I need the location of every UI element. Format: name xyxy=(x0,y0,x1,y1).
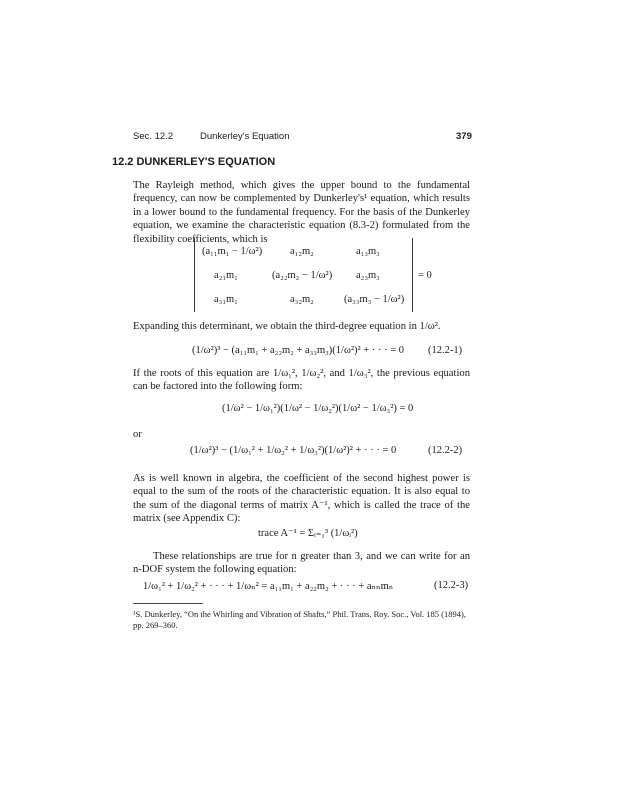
det-cell-22: (a₂₂m₂ − 1/ω²) xyxy=(272,270,333,281)
det-cell-33: (a₃₃m₃ − 1/ω²) xyxy=(344,294,405,305)
equation-number-12-2-3: (12.2-3) xyxy=(434,580,469,591)
equation-trace: trace A⁻¹ = Σᵢ₌₁³ (1/ωᵢ²) xyxy=(258,528,358,539)
footnote: ¹S. Dunkerley, “On the Whirling and Vibration of Shafts,” Phil. Trans. Roy. Soc., Vol. 185 (1894), pp. 269–360. xyxy=(133,609,466,630)
det-cell-31: a₃₁m₁ xyxy=(214,294,238,305)
header-running-title: Dunkerley's Equation xyxy=(200,131,290,142)
paragraph-intro: The Rayleigh method, which gives the upper bound to the fundamental frequency, can now be complemented by Dunkerley's¹ equation, which results in a lower bound to the fundamental frequency. For the basis of the Dunkerley equation, we examine the characteristic equation (8.3-2) formulated from the flexibility coefficients, which is xyxy=(133,180,470,245)
page-number: 379 xyxy=(456,131,472,142)
determinant-right-bar xyxy=(412,238,413,312)
text-or: or xyxy=(133,429,142,440)
det-cell-11: (a₁₁m₁ − 1/ω²) xyxy=(202,246,263,257)
header-section-ref: Sec. 12.2 xyxy=(133,131,174,142)
det-cell-23: a₂₃m₃ xyxy=(356,270,380,281)
equation-12-2-1: (1/ω²)³ − (a₁₁m₁ + a₂₂m₂ + a₃₃m₃)(1/ω²)² + · · · = 0 xyxy=(192,345,405,356)
paragraph-algebra: As is well known in algebra, the coefficient of the second highest power is equal to the sum of the roots of the characteristic equation. It is also equal to the sum of the diagonal terms of matrix A⁻¹, which is called the trace of the matrix (see Appendix C): xyxy=(133,473,470,525)
paragraph-expanding: Expanding this determinant, we obtain the third-degree equation in 1/ω². xyxy=(133,321,441,332)
det-cell-12: a₁₂m₂ xyxy=(290,246,314,257)
equation-12-2-3: 1/ω₁² + 1/ω₂² + · · · + 1/ωₙ² = a₁₁m₁ + a₂₂m₂ + · · · + aₙₙmₙ xyxy=(143,581,394,592)
det-cell-21: a₂₁m₁ xyxy=(214,270,238,281)
footnote-rule xyxy=(133,603,203,604)
equation-factored: (1/ω² − 1/ω₁²)(1/ω² − 1/ω₂²)(1/ω² − 1/ω₃²) = 0 xyxy=(222,403,414,414)
equation-number-12-2-1: (12.2-1) xyxy=(428,345,463,356)
determinant-equation xyxy=(194,238,432,314)
det-cell-32: a₃₂m₂ xyxy=(290,294,314,305)
equation-number-12-2-2: (12.2-2) xyxy=(428,445,463,456)
determinant-left-bar xyxy=(194,238,195,312)
det-cell-13: a₁₃m₃ xyxy=(356,246,380,257)
paragraph-roots: If the roots of this equation are 1/ω₁², 1/ω₂², and 1/ω₃², the previous equation can be factored into the following form: xyxy=(133,368,470,393)
paragraph-relationships: These relationships are true for n greater than 3, and we can write for an n-DOF system the following equation: xyxy=(133,551,470,576)
section-title: 12.2 DUNKERLEY'S EQUATION xyxy=(112,156,276,168)
det-rhs: = 0 xyxy=(418,270,432,281)
equation-12-2-2: (1/ω²)³ − (1/ω₁² + 1/ω₂² + 1/ω₃²)(1/ω²)² + · · · = 0 xyxy=(190,445,397,456)
